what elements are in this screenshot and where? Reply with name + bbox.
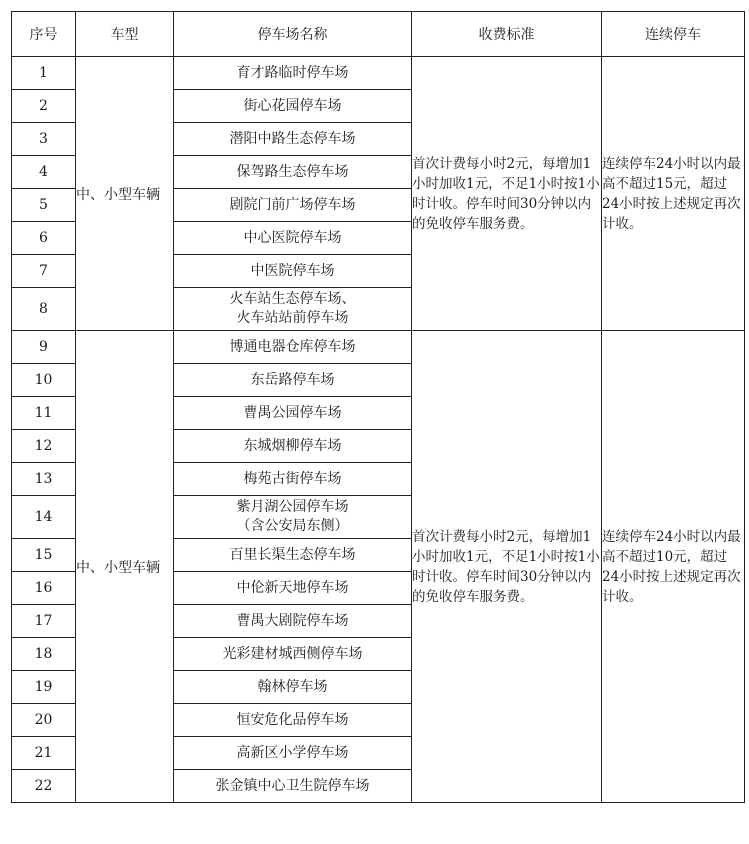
lot-name-cell xyxy=(174,156,412,189)
row-index: 20 xyxy=(12,704,76,737)
row-index: 13 xyxy=(12,463,76,496)
lot-name: 翰林停车场 xyxy=(257,678,328,695)
lot-name: 东岳路停车场 xyxy=(250,371,335,388)
lot-name-cell xyxy=(174,255,412,288)
lot-name-cell xyxy=(174,496,412,539)
lot-name: 街心花园停车场 xyxy=(243,97,342,114)
lot-name-cell xyxy=(174,737,412,770)
lot-name-line2: 火车站站前停车场 xyxy=(236,310,349,326)
lot-name: 东城烟柳停车场 xyxy=(243,437,342,454)
continuous-parking-cell: 连续停车24小时以内最高不超过15元，超过24小时按上述规定再次计收。 xyxy=(602,57,745,331)
lot-name: 育才路临时停车场 xyxy=(236,64,349,81)
lot-name-cell xyxy=(174,222,412,255)
lot-name-cell xyxy=(174,57,412,90)
lot-name-cell xyxy=(174,430,412,463)
lot-name-cell xyxy=(174,397,412,430)
row-index: 4 xyxy=(12,156,76,189)
row-index: 22 xyxy=(12,770,76,803)
lot-name-cell xyxy=(174,605,412,638)
lot-name: 光彩建材城西侧停车场 xyxy=(222,645,363,662)
row-index: 11 xyxy=(12,397,76,430)
lot-name-cell xyxy=(174,539,412,572)
lot-name: 中伦新天地停车场 xyxy=(236,579,349,596)
row-index: 3 xyxy=(12,123,76,156)
fee-standard-cell: 首次计费每小时2元，每增加1小时加收1元，不足1小时按1小时计收。停车时间30分钟以内的免收停车服务费。 xyxy=(412,331,602,803)
header-fee-standard: 收费标准 xyxy=(412,12,602,57)
header-index: 序号 xyxy=(12,12,76,57)
row-index: 6 xyxy=(12,222,76,255)
lot-name: 紫月湖公园停车场 xyxy=(236,499,349,515)
header-continuous: 连续停车 xyxy=(602,12,745,57)
table-body xyxy=(12,57,745,803)
row-index: 18 xyxy=(12,638,76,671)
lot-name-cell xyxy=(174,288,412,331)
lot-name-cell xyxy=(174,704,412,737)
header-lot-name: 停车场名称 xyxy=(174,12,412,57)
lot-name-cell xyxy=(174,364,412,397)
lot-name: 百里长渠生态停车场 xyxy=(229,546,356,563)
continuous-parking-cell: 连续停车24小时以内最高不超过10元，超过24小时按上述规定再次计收。 xyxy=(602,331,745,803)
table-row xyxy=(12,57,745,90)
lot-name: 梅苑古街停车场 xyxy=(243,470,342,487)
row-index: 10 xyxy=(12,364,76,397)
vehicle-type-cell: 中、小型车辆 xyxy=(76,57,174,331)
lot-name: 火车站生态停车场、 xyxy=(229,291,356,307)
lot-name: 剧院门前广场停车场 xyxy=(229,196,356,213)
lot-name: 中医院停车场 xyxy=(250,262,335,279)
row-index: 15 xyxy=(12,539,76,572)
header-row xyxy=(12,12,745,57)
row-index: 9 xyxy=(12,331,76,364)
row-index: 12 xyxy=(12,430,76,463)
lot-name-cell xyxy=(174,331,412,364)
lot-name: 曹禺大剧院停车场 xyxy=(236,612,349,629)
vehicle-type-cell: 中、小型车辆 xyxy=(76,331,174,803)
lot-name: 曹禺公园停车场 xyxy=(243,404,342,421)
lot-name-cell xyxy=(174,123,412,156)
row-index: 7 xyxy=(12,255,76,288)
row-index: 5 xyxy=(12,189,76,222)
lot-name-cell xyxy=(174,463,412,496)
row-index: 14 xyxy=(12,496,76,539)
row-index: 2 xyxy=(12,90,76,123)
fee-standard-cell: 首次计费每小时2元，每增加1小时加收1元，不足1小时按1小时计收。停车时间30分钟以内的免收停车服务费。 xyxy=(412,57,602,331)
lot-name-cell xyxy=(174,671,412,704)
table-row xyxy=(12,331,745,364)
lot-name-cell xyxy=(174,770,412,803)
lot-name: 博通电器仓库停车场 xyxy=(229,338,356,355)
lot-name-line2: （含公安局东侧） xyxy=(236,518,349,534)
lot-name-cell xyxy=(174,572,412,605)
lot-name: 中心医院停车场 xyxy=(243,229,342,246)
header-vehicle-type: 车型 xyxy=(76,12,174,57)
row-index: 21 xyxy=(12,737,76,770)
parking-fee-table xyxy=(11,11,745,803)
row-index: 17 xyxy=(12,605,76,638)
lot-name: 张金镇中心卫生院停车场 xyxy=(215,777,370,794)
row-index: 1 xyxy=(12,57,76,90)
row-index: 19 xyxy=(12,671,76,704)
lot-name-cell xyxy=(174,189,412,222)
lot-name: 恒安危化品停车场 xyxy=(236,711,349,728)
lot-name-cell xyxy=(174,90,412,123)
lot-name-cell xyxy=(174,638,412,671)
row-index: 16 xyxy=(12,572,76,605)
lot-name: 潜阳中路生态停车场 xyxy=(229,130,356,147)
lot-name: 高新区小学停车场 xyxy=(236,744,349,761)
lot-name: 保驾路生态停车场 xyxy=(236,163,349,180)
row-index: 8 xyxy=(12,288,76,331)
